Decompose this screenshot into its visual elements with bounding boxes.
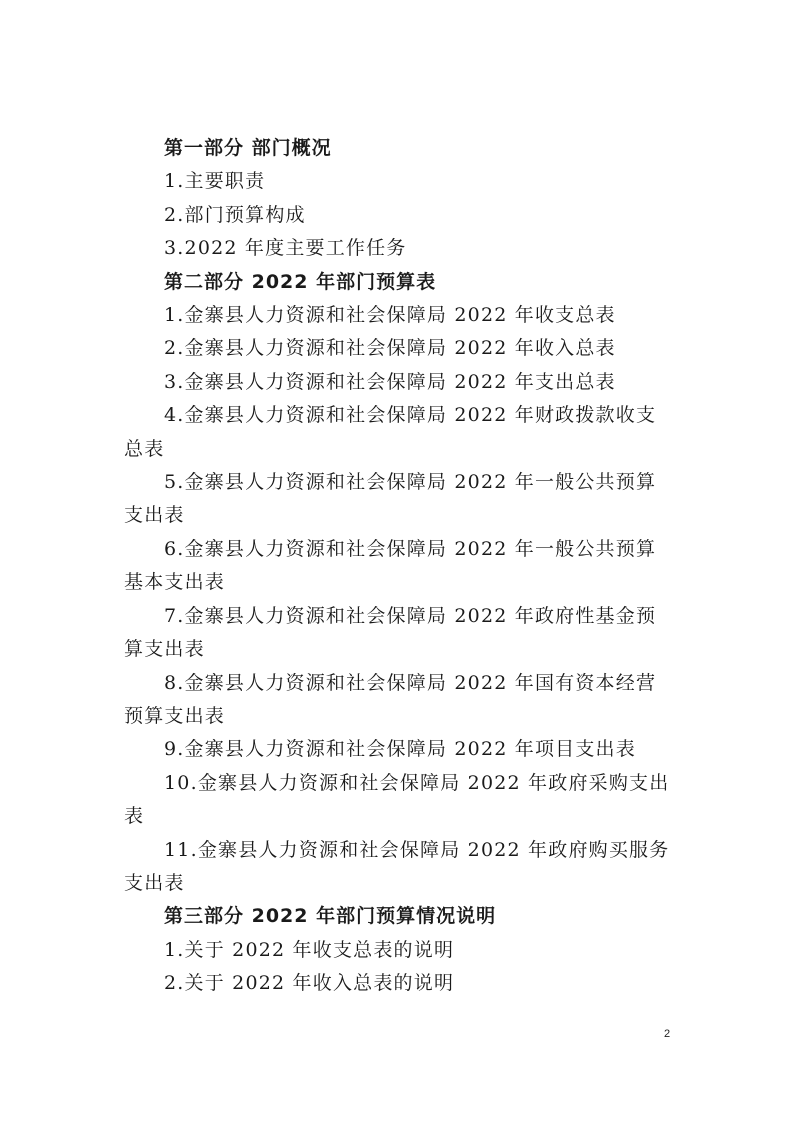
toc-item: 9.金寨县人力资源和社会保障局 2022 年项目支出表 — [164, 738, 636, 761]
table-of-contents — [124, 132, 676, 1001]
toc-item: 1.金寨县人力资源和社会保障局 2022 年收支总表 — [164, 304, 616, 327]
toc-item: 3.2022 年度主要工作任务 — [164, 237, 407, 260]
toc-item: 2.金寨县人力资源和社会保障局 2022 年收入总表 — [164, 337, 616, 360]
toc-item: 1.关于 2022 年收支总表的说明 — [164, 938, 455, 961]
toc-item: 4.金寨县人力资源和社会保障局 2022 年财政拨款收支总表 — [124, 404, 657, 460]
toc-item: 3.金寨县人力资源和社会保障局 2022 年支出总表 — [164, 370, 616, 393]
section-heading-2: 第二部分 2022 年部门预算表 — [164, 270, 437, 293]
toc-item: 8.金寨县人力资源和社会保障局 2022 年国有资本经营预算支出表 — [124, 671, 657, 727]
section-heading-1: 第一部分 部门概况 — [164, 137, 332, 159]
section-heading-3: 第三部分 2022 年部门预算情况说明 — [164, 905, 497, 928]
toc-item: 2.部门预算构成 — [164, 203, 306, 226]
toc-item: 11.金寨县人力资源和社会保障局 2022 年政府购买服务支出表 — [124, 838, 670, 894]
toc-item: 5.金寨县人力资源和社会保障局 2022 年一般公共预算支出表 — [124, 471, 657, 527]
toc-item: 2.关于 2022 年收入总表的说明 — [164, 972, 455, 995]
page-number: 2 — [664, 1028, 671, 1040]
toc-item: 10.金寨县人力资源和社会保障局 2022 年政府采购支出表 — [124, 771, 670, 828]
toc-item: 1.主要职责 — [164, 170, 266, 193]
toc-item: 7.金寨县人力资源和社会保障局 2022 年政府性基金预算支出表 — [124, 604, 657, 661]
toc-item: 6.金寨县人力资源和社会保障局 2022 年一般公共预算基本支出表 — [124, 537, 657, 594]
